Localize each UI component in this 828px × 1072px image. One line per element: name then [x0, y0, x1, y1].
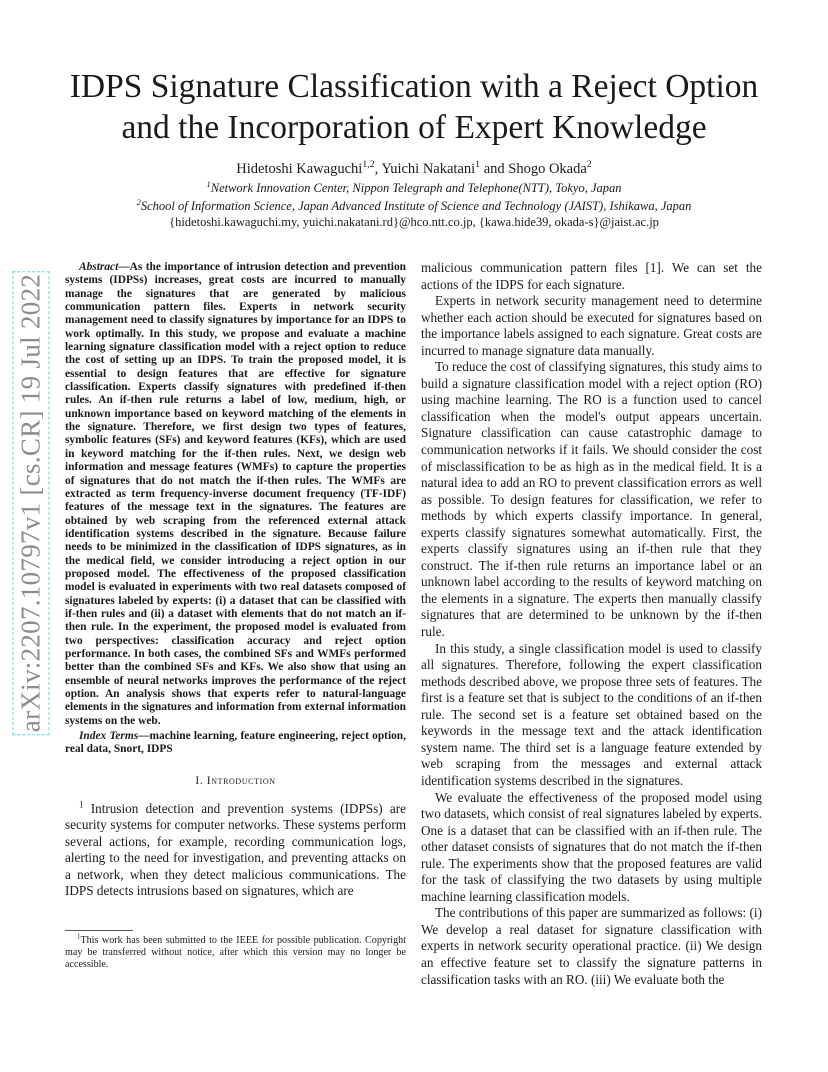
affiliation-1	[0, 178, 828, 196]
author-name: and Shogo Okada	[480, 161, 587, 177]
intro-paragraph: In this study, a single classification model is used to classify all signatures. Therefore, following the expert classification methods described above, we propose three sets of features. The first is a feature set that is subject to the conditions of an if-then rule. The second set is a feature set obtained based on the keywords in the message text and the attack identification system name. The third set is a language feature extended by web scraping from the messages and external attack identification systems described in the signatures.	[421, 640, 762, 788]
title-line-2: and the Incorporation of Expert Knowledge	[121, 109, 707, 146]
author-name: Hidetoshi Kawaguchi	[236, 161, 363, 177]
abstract-lead: Abstract	[79, 261, 119, 273]
footnote-mark: 1	[79, 799, 84, 810]
author-list	[0, 161, 828, 178]
index-terms	[65, 730, 406, 757]
affiliation-mark: 1	[206, 178, 211, 189]
author-emails: {hidetoshi.kawaguchi.my, yuichi.nakatani.rd}@hco.ntt.co.jp, {kawa.hide39, okada-s}@jaist.ac.jp	[169, 215, 659, 229]
footnote-rule	[65, 930, 133, 931]
abstract	[65, 261, 406, 728]
arxiv-identifier[interactable]: arXiv:2207.10797v1 [cs.CR] 19 Jul 2022	[15, 273, 46, 733]
arxiv-watermark[interactable]	[14, 268, 48, 738]
intro-paragraph-text: Intrusion detection and prevention systems (IDPSs) are security systems for computer networks. These systems perform several actions, for example, recording communication logs, alerting to the need for investigation, and preventing attacks on a network, when they detect malicious communications. The IDPS detects intrusions based on signatures, which are	[65, 800, 406, 899]
section-heading: I. Introduction	[195, 774, 276, 787]
author-affiliation-mark: 2	[586, 159, 592, 171]
title-line-1: IDPS Signature Classification with a Reject Option	[69, 68, 759, 105]
right-column	[421, 260, 762, 988]
footnote	[65, 935, 406, 971]
abstract-text: —As the importance of intrusion detection and prevention systems (IDPSs) increases, great costs are incurred to manually manage the signatures that are generated by malicious communication pattern files. Experts in network security management need to classify signatures by importance for an IDPS to work optimally. In this study, we propose and evaluate a machine learning signature classification model with a reject option to reduce the cost of setting up an IDPS. To train the proposed model, it is essential to design features that are effective for signature classification. Experts classify signatures with predefined if-then rules. An if-then rule returns a label of low, medium, high, or unknown importance based on keyword matching of the elements in the signature. Therefore, we first design two types of features, symbolic features (SFs) and keyword features (KFs), which are used in keyword matching for the if-then rules. Next, we design web information and message features (WMFs) to capture the properties of signatures that do not match the if-then rules. The WMFs are extracted as term frequency-inverse document frequency (TF-IDF) features of the message text in the signatures. The features are obtained by web scraping from the referenced external attack identification systems described in the signature. Because failure needs to be minimized in the classification of IDPS signatures, as in the medical field, we consider introducing a reject option in our proposed model. The effectiveness of the proposed classification model is evaluated in experiments with two real datasets composed of signatures labeled by experts: (i) a dataset that can be classified with if-then rules and (ii) a dataset with elements that do not match an if-then rule. In the experiment, the proposed model is evaluated from two perspectives: classification accuracy and reject option performance. In both cases, the combined SFs and WMFs performed better than the combined SFs and KFs. We also show that using an ensemble of neural networks improves the performance of the reject option. An analysis shows that experts refer to natural-language elements in the signatures and information from external information systems on the web.	[65, 261, 406, 727]
author-affiliation-mark: 1	[475, 159, 481, 171]
affiliation-mark: 2	[136, 196, 141, 207]
intro-paragraph: Experts in network security management need to determine whether each action should be executed for signatures based on the importance labels assigned to each signature. Great costs are incurred to manage signature data manually.	[421, 293, 762, 358]
index-terms-lead: Index Terms	[79, 730, 139, 743]
intro-paragraph: To reduce the cost of classifying signatures, this study aims to build a signature classification model with a reject option (RO) using machine learning. The RO is a function used to cancel classification when the model's output appears uncertain. Signature classification can cause catastrophic damage to communication networks if it fails. We should consider the cost of misclassification to be as high as in the medical field. It is a natural idea to add an RO to prevent classification errors as well as possible. To design features for classification, we refer to methods by which experts classify importance. In general, experts classify signatures somewhat automatically. First, the experts classify signatures using an if-then rule that they construct. The if-then rule returns an importance label or an unknown label according to the results of keyword matching on the elements in a signature. The experts then manually classify signatures that are determined to be unknown by the if-then rule.	[421, 359, 762, 640]
affiliation-2	[0, 196, 828, 214]
intro-paragraph-continued: malicious communication pattern files [1]. We can set the actions of the IDPS for each signature.	[421, 260, 762, 292]
affiliation-text: School of Information Science, Japan Advanced Institute of Science and Technology (JAIST), Ishikawa, Japan	[140, 199, 692, 213]
intro-paragraph	[65, 801, 406, 900]
left-column	[65, 261, 406, 900]
affiliation-text: Network Innovation Center, Nippon Telegraph and Telephone(NTT), Tokyo, Japan	[210, 181, 622, 195]
intro-paragraph: We evaluate the effectiveness of the proposed model using two datasets, which consist of real signatures labeled by experts. One is a dataset that can be classified with an if-then rule. The other dataset consists of signatures that do not match the if-then rule. The experiments show that the proposed features are valid for the task of classifying the two datasets by using multiple machine learning classification models.	[421, 789, 762, 904]
index-terms-text: —machine learning, feature engineering, reject option, real data, Snort, IDPS	[65, 730, 406, 756]
author-affiliation-mark: 1,2	[362, 159, 375, 171]
author-name: , Yuichi Nakatani	[374, 161, 476, 177]
footnote-text: This work has been submitted to the IEEE for possible publication. Copyright may be transferred without notice, after which this version may no longer be accessible.	[65, 935, 406, 970]
paper-title	[0, 66, 828, 148]
intro-paragraph: The contributions of this paper are summarized as follows: (i) We develop a real dataset for signature classification with experts in network security operational practice. (ii) We design an effective feature set to classify the signature patterns in classification tasks with an RO. (iii) We evaluate both the	[421, 905, 762, 987]
footnote-mark: 1	[77, 933, 81, 941]
